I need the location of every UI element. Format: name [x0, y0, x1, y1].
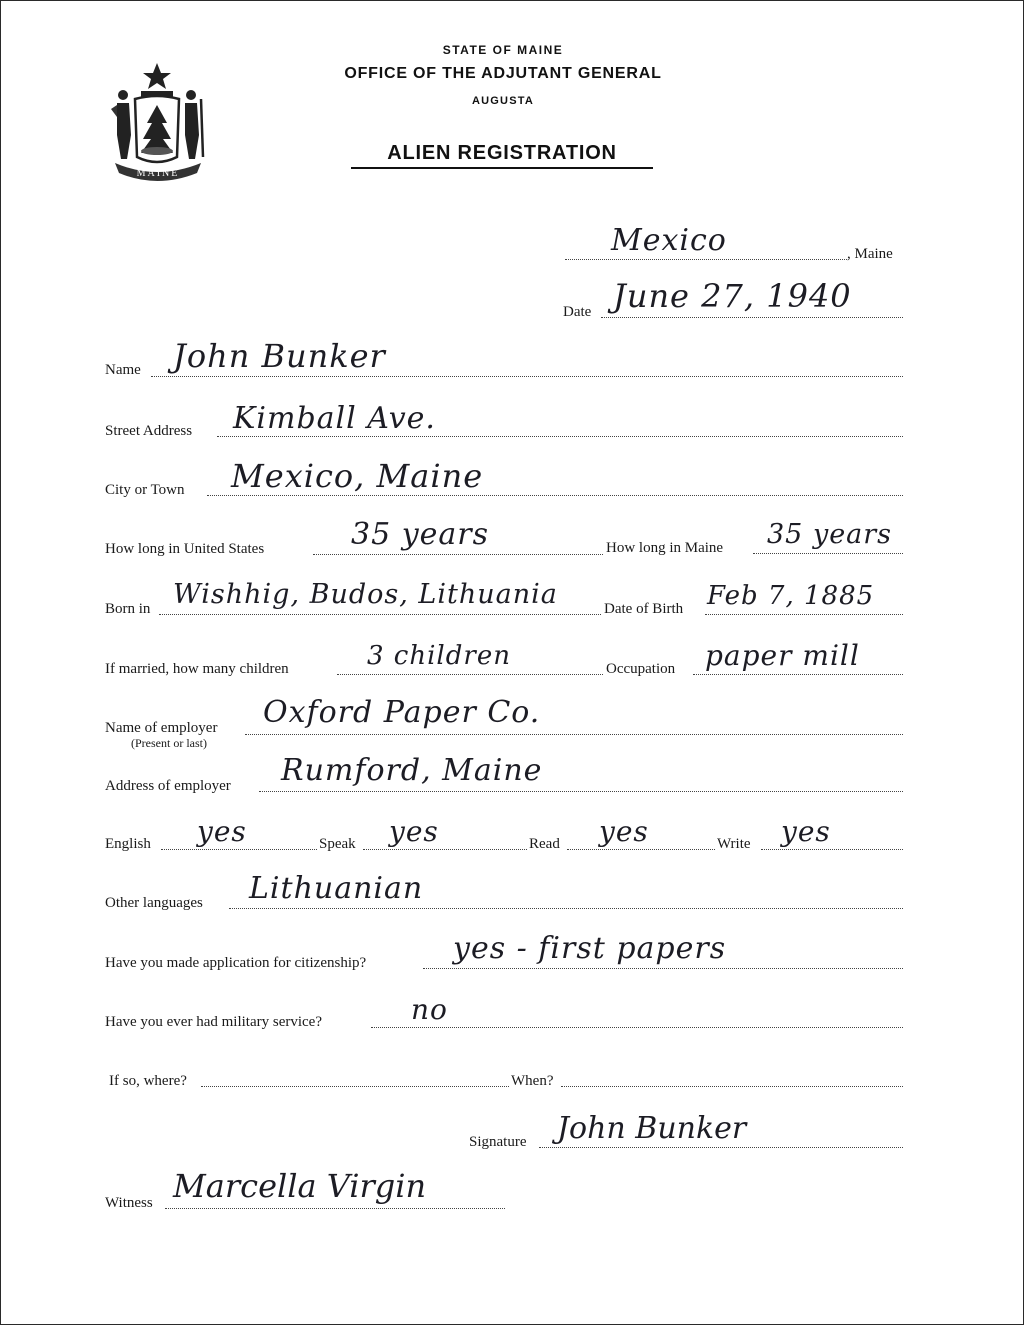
signature-value: John Bunker: [557, 1111, 747, 1146]
seal-banner-text: MAINE: [136, 168, 180, 179]
citizenship-label: Have you made application for citizenship?: [105, 955, 367, 971]
date-value: June 27, 1940: [613, 277, 852, 315]
employer-note: (Present or last): [131, 736, 207, 750]
form-title: ALIEN REGISTRATION: [351, 142, 653, 169]
office-heading: OFFICE OF THE ADJUTANT GENERAL: [344, 65, 662, 82]
city-town-line: [207, 495, 903, 496]
occupation-label: Occupation: [606, 661, 676, 677]
date-of-birth-line: [705, 614, 903, 615]
when-line: [561, 1086, 903, 1087]
witness-line: [165, 1208, 505, 1209]
read-label: Read: [529, 836, 560, 852]
children-line: [337, 674, 603, 675]
how-long-maine-line: [753, 553, 903, 554]
employer-address-line: [259, 791, 903, 792]
town-value: Mexico: [611, 223, 727, 258]
speak-value: yes: [389, 815, 439, 848]
children-value: 3 children: [367, 641, 511, 671]
born-in-value: Wishhig, Budos, Lithuania: [173, 579, 558, 610]
employer-value: Oxford Paper Co.: [263, 695, 541, 730]
born-in-label: Born in: [105, 601, 151, 617]
state-heading: STATE OF MAINE: [442, 43, 564, 57]
date-of-birth-value: Feb 7, 1885: [707, 581, 875, 611]
city-town-value: Mexico, Maine: [231, 457, 484, 495]
how-long-maine-value: 35 years: [767, 519, 893, 550]
maine-suffix-label: , Maine: [847, 246, 893, 262]
street-address-value: Kimball Ave.: [233, 401, 436, 436]
english-label: English: [105, 836, 151, 852]
date-line: [601, 317, 903, 318]
date-label: Date: [563, 304, 592, 320]
employer-label: Name of employer: [105, 720, 218, 736]
when-label: When?: [511, 1073, 554, 1089]
how-long-us-line: [313, 554, 603, 555]
how-long-us-value: 35 years: [351, 517, 490, 552]
where-line: [201, 1086, 509, 1087]
read-value: yes: [599, 815, 649, 848]
employer-line: [245, 734, 903, 735]
born-in-line: [159, 614, 601, 615]
city-town-label: City or Town: [105, 482, 185, 498]
other-languages-value: Lithuanian: [249, 871, 424, 906]
if-so-where-label: If so, where?: [109, 1073, 187, 1089]
write-label: Write: [717, 836, 751, 852]
citizenship-value: yes - first papers: [453, 931, 727, 966]
occupation-line: [693, 674, 903, 675]
citizenship-line: [423, 968, 903, 969]
name-line: [151, 376, 903, 377]
signature-line: [539, 1147, 903, 1148]
children-label: If married, how many children: [105, 661, 289, 677]
read-line: [567, 849, 715, 850]
signature-label: Signature: [469, 1134, 527, 1150]
how-long-us-label: How long in United States: [105, 541, 265, 557]
occupation-value: paper mill: [705, 639, 860, 672]
name-value: John Bunker: [173, 337, 386, 375]
military-value: no: [411, 993, 448, 1026]
street-address-label: Street Address: [105, 423, 193, 439]
witness-value: Marcella Virgin: [173, 1167, 427, 1205]
other-languages-line: [229, 908, 903, 909]
employer-address-label: Address of employer: [105, 778, 231, 794]
how-long-maine-label: How long in Maine: [606, 540, 724, 556]
write-line: [761, 849, 903, 850]
date-of-birth-label: Date of Birth: [604, 601, 684, 617]
write-value: yes: [781, 815, 831, 848]
city-heading: AUGUSTA: [472, 95, 534, 107]
military-label: Have you ever had military service?: [105, 1014, 322, 1030]
english-value: yes: [197, 815, 247, 848]
military-line: [371, 1027, 903, 1028]
english-line: [161, 849, 317, 850]
other-languages-label: Other languages: [105, 895, 203, 911]
witness-label: Witness: [105, 1195, 153, 1211]
town-line: [565, 259, 847, 260]
name-label: Name: [105, 362, 141, 378]
speak-line: [363, 849, 527, 850]
street-address-line: [217, 436, 903, 437]
employer-address-value: Rumford, Maine: [281, 753, 543, 788]
speak-label: Speak: [319, 836, 356, 852]
